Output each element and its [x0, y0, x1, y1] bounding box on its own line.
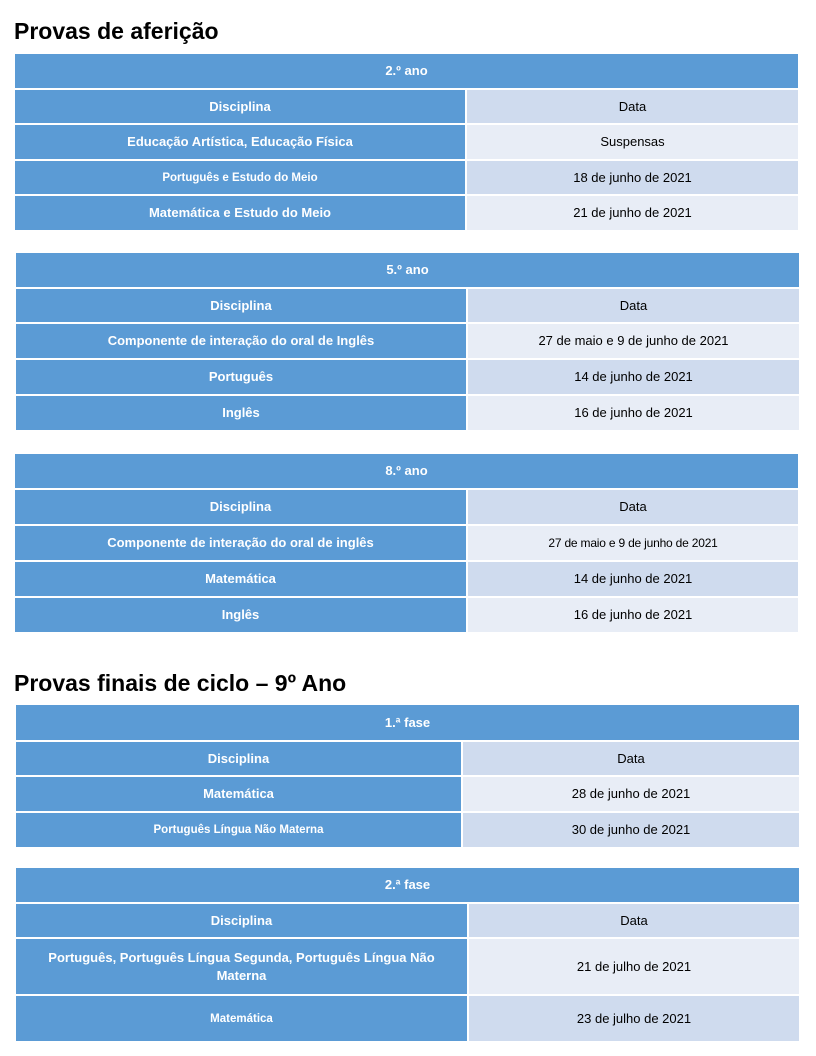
table-title-row	[15, 704, 800, 741]
table-header-row	[14, 489, 799, 525]
table-header-row	[14, 89, 799, 124]
column-header-disciplina: Disciplina	[15, 288, 467, 323]
data-cell: 16 de junho de 2021	[467, 395, 800, 431]
table-row	[14, 160, 799, 195]
table-row	[14, 561, 799, 597]
table-title: 8.º ano	[14, 453, 799, 489]
table-header-row	[15, 288, 800, 323]
table-title: 2.º ano	[14, 53, 799, 89]
disciplina-cell: Matemática	[14, 561, 467, 597]
section-title: Provas finais de ciclo – 9º Ano	[14, 670, 347, 696]
column-header-disciplina: Disciplina	[14, 489, 467, 525]
column-header-data: Data	[467, 489, 799, 525]
column-header-disciplina: Disciplina	[15, 903, 468, 938]
table-row	[14, 525, 799, 561]
data-cell: 30 de junho de 2021	[462, 812, 800, 848]
disciplina-cell: Inglês	[14, 597, 467, 633]
page-title: Provas de aferição	[14, 18, 219, 44]
data-cell: Suspensas	[466, 124, 799, 160]
table-8-ano	[13, 452, 800, 634]
data-cell: 27 de maio e 9 de junho de 2021	[467, 525, 799, 561]
data-cell: 21 de julho de 2021	[468, 938, 800, 995]
table-row	[14, 195, 799, 231]
table-row	[14, 124, 799, 160]
table-title: 2.ª fase	[15, 867, 800, 903]
table-title-row	[15, 252, 800, 288]
disciplina-cell: Português	[15, 359, 467, 395]
column-header-disciplina: Disciplina	[14, 89, 466, 124]
column-header-data: Data	[468, 903, 800, 938]
table-row	[15, 395, 800, 431]
table-1-fase	[14, 703, 801, 849]
table-row	[14, 597, 799, 633]
disciplina-cell: Português, Português Língua Segunda, Português Língua Não Materna	[15, 938, 468, 995]
data-cell: 27 de maio e 9 de junho de 2021	[467, 323, 800, 359]
table-header-row	[15, 903, 800, 938]
data-cell: 14 de junho de 2021	[467, 561, 799, 597]
table-title-row	[14, 453, 799, 489]
data-cell: 28 de junho de 2021	[462, 776, 800, 812]
column-header-data: Data	[462, 741, 800, 776]
table-2-fase	[14, 866, 801, 1043]
table-row	[15, 995, 800, 1042]
table-row	[15, 812, 800, 848]
table-title: 1.ª fase	[15, 704, 800, 741]
column-header-disciplina: Disciplina	[15, 741, 462, 776]
data-cell: 14 de junho de 2021	[467, 359, 800, 395]
disciplina-cell: Inglês	[15, 395, 467, 431]
column-header-data: Data	[466, 89, 799, 124]
data-cell: 18 de junho de 2021	[466, 160, 799, 195]
table-row	[15, 359, 800, 395]
disciplina-cell: Português Língua Não Materna	[15, 812, 462, 848]
column-header-data: Data	[467, 288, 800, 323]
table-5-ano	[14, 251, 801, 432]
disciplina-cell: Português e Estudo do Meio	[14, 160, 466, 195]
table-title: 5.º ano	[15, 252, 800, 288]
disciplina-cell: Matemática	[15, 776, 462, 812]
table-title-row	[14, 53, 799, 89]
table-header-row	[15, 741, 800, 776]
disciplina-cell: Matemática	[15, 995, 468, 1042]
data-cell: 23 de julho de 2021	[468, 995, 800, 1042]
table-row	[15, 323, 800, 359]
disciplina-cell: Educação Artística, Educação Física	[14, 124, 466, 160]
disciplina-cell: Matemática e Estudo do Meio	[14, 195, 466, 231]
table-title-row	[15, 867, 800, 903]
table-2-ano	[13, 52, 800, 232]
table-row	[15, 938, 800, 995]
disciplina-cell: Componente de interação do oral de inglês	[14, 525, 467, 561]
data-cell: 16 de junho de 2021	[467, 597, 799, 633]
table-row	[15, 776, 800, 812]
disciplina-cell: Componente de interação do oral de Inglês	[15, 323, 467, 359]
data-cell: 21 de junho de 2021	[466, 195, 799, 231]
